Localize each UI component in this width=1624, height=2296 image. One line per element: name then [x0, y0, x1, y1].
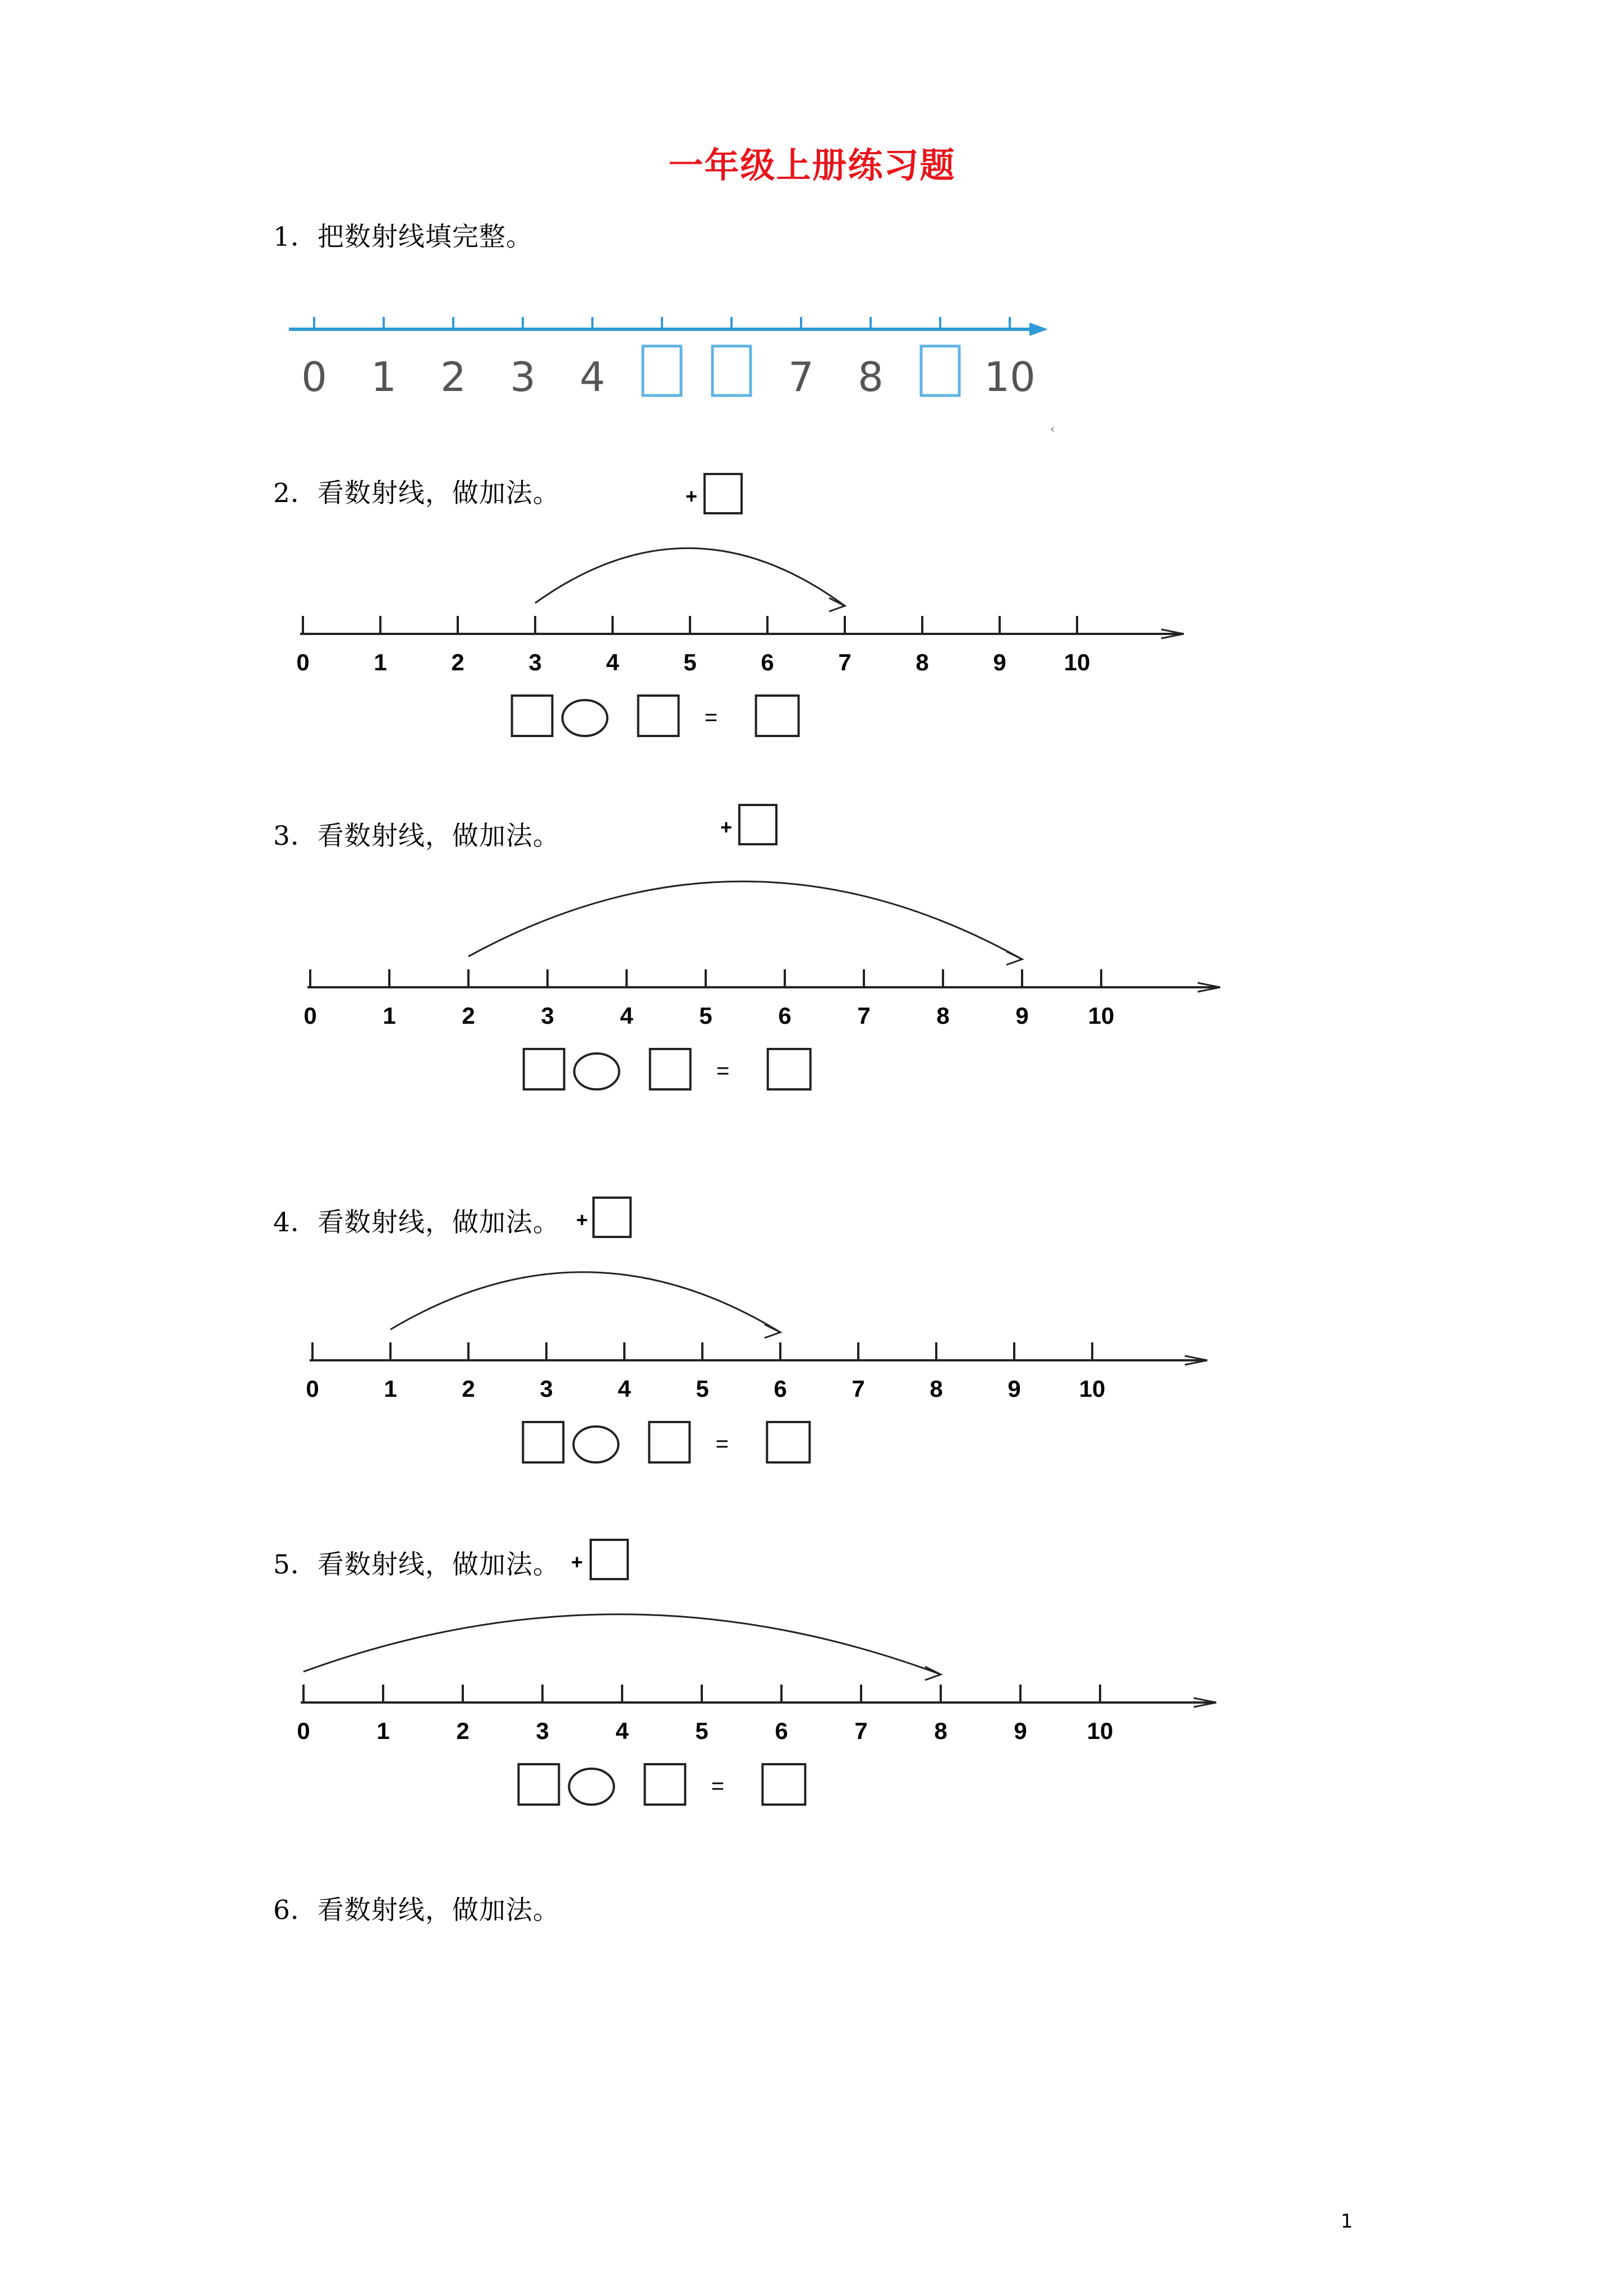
jump-arrowhead [1006, 951, 1022, 965]
jump-arrowhead [925, 1667, 941, 1680]
equals-sign: = [704, 705, 718, 730]
tick-label: 5 [683, 649, 697, 675]
answer-box [643, 346, 681, 395]
tick-label: 5 [699, 1002, 712, 1029]
tick-label: 1 [374, 649, 387, 675]
question-6-label: 6．看数射线，做加法。 [273, 1895, 560, 1926]
tick-label: 3 [536, 1718, 549, 1744]
tick-label: 6 [761, 649, 774, 675]
plus-sign: + [571, 1550, 583, 1573]
equals-sign: = [711, 1774, 725, 1798]
page-title: 一年级上册练习题 [668, 145, 956, 186]
tick-label: 0 [296, 649, 310, 675]
jump-arc [535, 548, 845, 606]
tick-label: 8 [858, 353, 884, 401]
tick-label: 2 [456, 1718, 470, 1744]
tick-label: 2 [451, 649, 464, 675]
tick-label: 4 [606, 649, 619, 675]
number-ray-1 [0, 303, 1624, 471]
equation-box-2 [650, 1049, 691, 1089]
jump-answer-box [739, 805, 776, 844]
tick-label: 4 [615, 1718, 629, 1744]
tick-label: 1 [371, 353, 397, 401]
tick-label: 1 [384, 1375, 397, 1402]
tick-label: 4 [620, 1002, 633, 1029]
stray-mark: ‹ [1050, 422, 1055, 436]
tick-label: 10 [984, 353, 1036, 401]
jump-arc [468, 881, 1022, 959]
plus-sign: + [686, 485, 698, 508]
tick-label: 6 [775, 1718, 788, 1744]
jump-answer-box [705, 474, 742, 513]
equation-box-2 [649, 1422, 689, 1462]
tick-label: 7 [857, 1002, 871, 1029]
question-4-label: 4．看数射线，做加法。 [273, 1207, 560, 1238]
answer-box [921, 346, 959, 395]
plus-sign: + [576, 1208, 588, 1231]
tick-label: 5 [695, 1718, 709, 1744]
tick-label: 6 [774, 1375, 787, 1402]
equation-box-result [768, 1049, 811, 1089]
tick-label: 2 [462, 1002, 475, 1029]
tick-label: 3 [540, 1375, 553, 1402]
jump-answer-box [591, 1540, 628, 1579]
tick-label: 4 [579, 353, 605, 401]
jump-answer-box [594, 1198, 631, 1237]
tick-label: 9 [1015, 1002, 1029, 1029]
equation-box-result [762, 1764, 805, 1805]
jump-arc [303, 1614, 941, 1674]
equation-box-1 [523, 1422, 563, 1462]
tick-label: 8 [936, 1002, 950, 1029]
equation-box-2 [638, 696, 679, 736]
equation-box-result [767, 1422, 809, 1462]
operator-circle [574, 1053, 619, 1089]
tick-label: 10 [1079, 1375, 1106, 1402]
equation-box-1 [524, 1049, 564, 1089]
equals-sign: = [716, 1059, 730, 1083]
operator-circle [573, 1427, 618, 1462]
tick-label: 10 [1064, 649, 1091, 675]
equation-box-2 [645, 1764, 685, 1805]
tick-label: 8 [915, 649, 929, 675]
tick-label: 10 [1087, 1718, 1114, 1744]
ray-arrowhead [1029, 323, 1048, 336]
tick-label: 3 [541, 1002, 554, 1029]
tick-label: 1 [383, 1002, 396, 1029]
tick-label: 10 [1088, 1002, 1115, 1029]
tick-label: 0 [303, 1002, 317, 1029]
equals-sign: = [715, 1432, 729, 1456]
tick-label: 6 [778, 1002, 792, 1029]
jump-arc [390, 1272, 780, 1332]
page-number: 1 [1341, 2210, 1353, 2233]
tick-label: 4 [618, 1375, 631, 1402]
equation-box-1 [512, 696, 553, 736]
tick-label: 9 [1014, 1718, 1027, 1744]
tick-label: 2 [462, 1375, 475, 1402]
jump-arrowhead [765, 1324, 780, 1338]
question-5-label: 5．看数射线，做加法。 [273, 1549, 560, 1580]
tick-label: 1 [376, 1718, 390, 1744]
tick-label: 8 [930, 1375, 943, 1402]
tick-label: 9 [1007, 1375, 1021, 1402]
operator-circle [563, 700, 608, 736]
tick-label: 7 [788, 353, 814, 401]
equation-box-result [756, 696, 799, 736]
tick-label: 7 [852, 1375, 865, 1402]
tick-label: 3 [510, 353, 536, 401]
question-1-label: 1．把数射线填完整。 [273, 222, 533, 252]
tick-label: 0 [306, 1375, 319, 1402]
tick-label: 8 [934, 1718, 947, 1744]
tick-label: 0 [297, 1718, 310, 1744]
tick-label: 3 [528, 649, 542, 675]
question-2-label: 2．看数射线，做加法。 [273, 478, 560, 509]
plus-sign: + [720, 816, 733, 839]
tick-label: 5 [696, 1375, 709, 1402]
tick-label: 7 [838, 649, 852, 675]
answer-box [712, 346, 751, 395]
tick-label: 0 [301, 353, 327, 401]
equation-box-1 [518, 1764, 559, 1805]
question-3-label: 3．看数射线，做加法。 [273, 821, 560, 852]
operator-circle [569, 1769, 614, 1805]
tick-label: 2 [440, 353, 466, 401]
tick-label: 9 [993, 649, 1006, 675]
tick-label: 7 [854, 1718, 868, 1744]
